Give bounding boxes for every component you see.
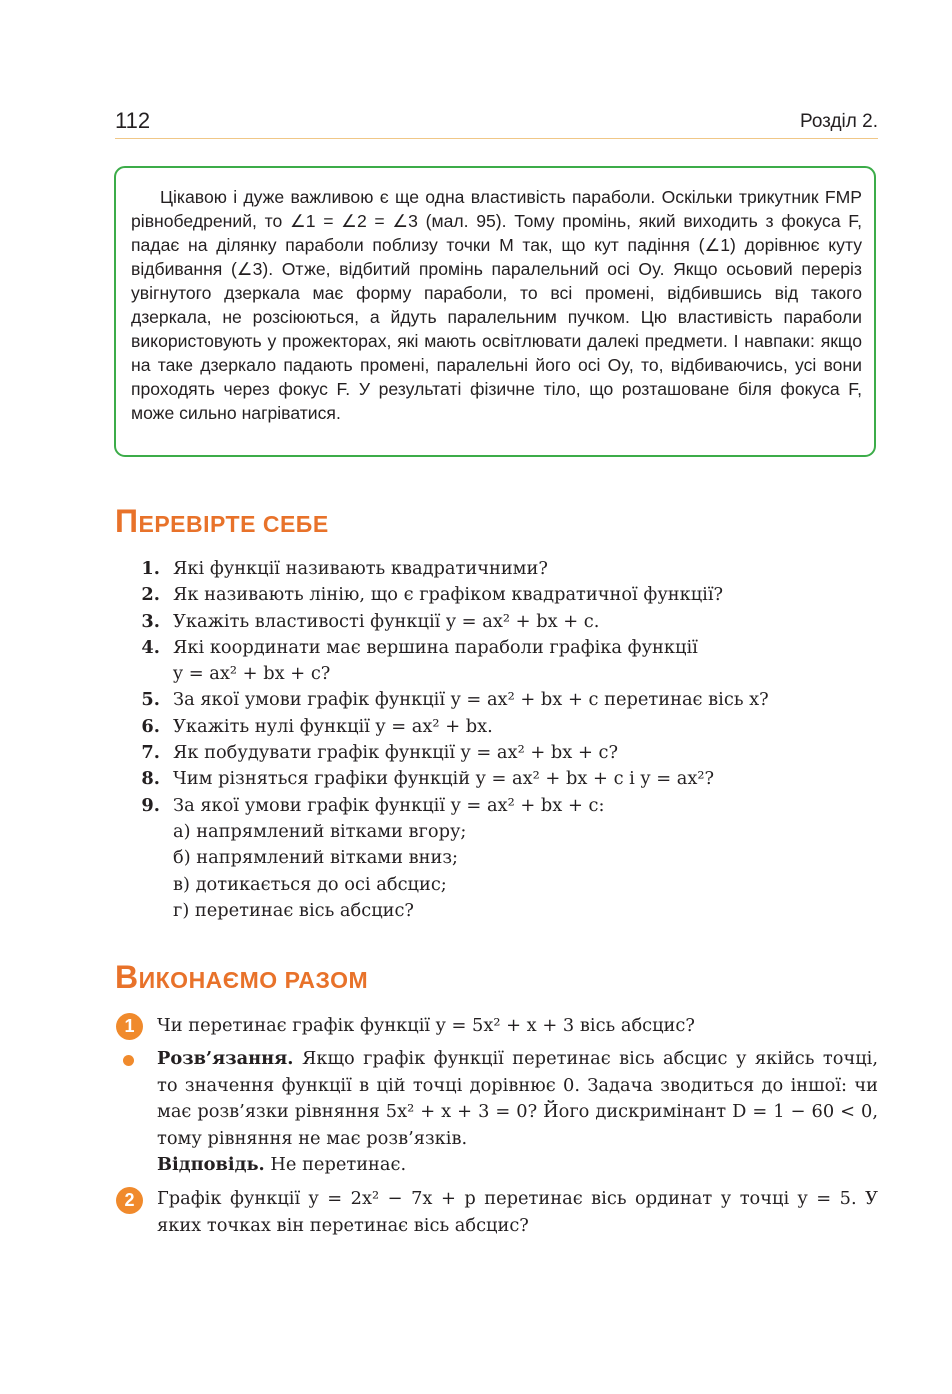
list-item	[0, 556, 952, 582]
chapter-label: Розділ 2.	[799, 111, 878, 132]
sub-item-text: г) перетинає вісь абсцис?	[173, 899, 414, 921]
solution-bullet-icon	[123, 1055, 134, 1066]
check-yourself-heading	[115, 503, 329, 540]
page-number: 112	[115, 108, 151, 133]
heading-rest: ИКОНАЄМО РАЗОМ	[138, 967, 369, 993]
header-divider	[115, 138, 878, 139]
solution-label: Розв’язання.	[157, 1048, 294, 1069]
question-text: За якої умови графік функції y = ax² + bx + c перетинає вісь x?	[173, 689, 769, 711]
question-text: Укажіть нулі функції y = ax² + bx.	[173, 715, 493, 737]
list-item	[0, 740, 952, 766]
question-text: y = ax² + bx + c?	[173, 663, 331, 685]
question-number: 9.	[141, 794, 160, 816]
question-number: 4.	[141, 636, 160, 658]
question-number: 3.	[141, 610, 160, 632]
list-item	[0, 793, 952, 819]
heading-initial: В	[115, 959, 139, 995]
sub-item-text: б) напрямлений вітками вниз;	[173, 847, 459, 869]
list-item	[0, 714, 952, 740]
sub-item	[0, 845, 952, 871]
solution-text: Якщо графік функції перетинає вісь абсцис у якійсь точці, то значення функції в цій точці дорівнює 0. Задача зводиться до іншої: чи має розв’язки рівняння 5x² + x + 3 = 0? Його дискримінант D = 1 − 60 < 0, тому рівняння не має розв’язків.	[157, 1048, 878, 1149]
do-together-heading	[115, 959, 368, 996]
heading-initial: П	[115, 503, 139, 539]
task-number-badge: 1	[116, 1013, 143, 1040]
question-text: За якої умови графік функції y = ax² + bx + c:	[173, 794, 605, 816]
task-number-badge: 2	[116, 1187, 143, 1214]
question-number: 8.	[141, 768, 160, 790]
list-item	[0, 766, 952, 792]
list-item	[0, 687, 952, 713]
list-item	[0, 609, 952, 635]
solution-block	[157, 1046, 878, 1179]
sub-item	[0, 819, 952, 845]
sub-item-text: в) дотикається до осі абсцис;	[173, 873, 447, 895]
question-text: Як побудувати графік функції y = ax² + bx + c?	[173, 742, 619, 764]
question-text: Які координати має вершина параболи графіка функції	[173, 636, 698, 658]
heading-rest: ЕРЕВІРТЕ СЕБЕ	[138, 511, 329, 537]
task-text: Чи перетинає графік функції y = 5x² + x + 3 вісь абсцис?	[157, 1015, 695, 1036]
question-text: Укажіть властивості функції y = ax² + bx + c.	[173, 610, 600, 632]
task-text: Графік функції y = 2x² − 7x + p перетинає вісь ординат у точці y = 5. У яких точках він перетинає вісь абсцис?	[157, 1188, 878, 1236]
question-number: 2.	[141, 584, 160, 606]
answer-text: Не перетинає.	[270, 1154, 407, 1175]
list-item-continuation	[0, 661, 952, 687]
info-box-text: Цікавою і дуже важливою є ще одна властивість параболи. Оскільки трикутник FMP рівнобедрений, то ∠1 = ∠2 = ∠3 (мал. 95). Тому промінь, який виходить з фокуса F, падає на ділянку параболи поблизу точки M так, що кут падіння (∠1) дорівнює куту відбивання (∠3). Отже, відбитий промінь паралельний осі Oy. Якщо осьовий переріз увігнутого дзеркала має форму параболи, то всі промені, відбившись від такого дзеркала, не розсіюються, а йдуть паралельним пучком. Цю властивість параболи використовують у прожекторах, які мають освітлювати далекі предмети. І навпаки: якщо на таке дзеркало падають промені, паралельні його осі Oy, то, відбиваючись, усі вони проходять через фокус F. У результаті фізичне тіло, що розташоване біля фокуса F, може сильно нагріватися.	[131, 187, 862, 424]
question-number: 7.	[141, 742, 160, 764]
question-text: Чим різняться графіки функцій y = ax² + bx + c і y = ax²?	[173, 768, 715, 790]
question-text: Які функції називають квадратичними?	[173, 558, 548, 579]
list-item	[0, 635, 952, 661]
sub-item	[0, 898, 952, 924]
sub-item-text: а) напрямлений вітками вгору;	[173, 820, 467, 842]
list-item	[0, 582, 952, 608]
question-number: 6.	[141, 715, 160, 737]
questions-list	[0, 556, 952, 924]
question-text: Як називають лінію, що є графіком квадратичної функції?	[173, 584, 724, 606]
question-number: 5.	[141, 689, 160, 711]
question-number: 1.	[141, 558, 160, 579]
answer-label: Відповідь.	[157, 1154, 265, 1175]
sub-item	[0, 872, 952, 898]
